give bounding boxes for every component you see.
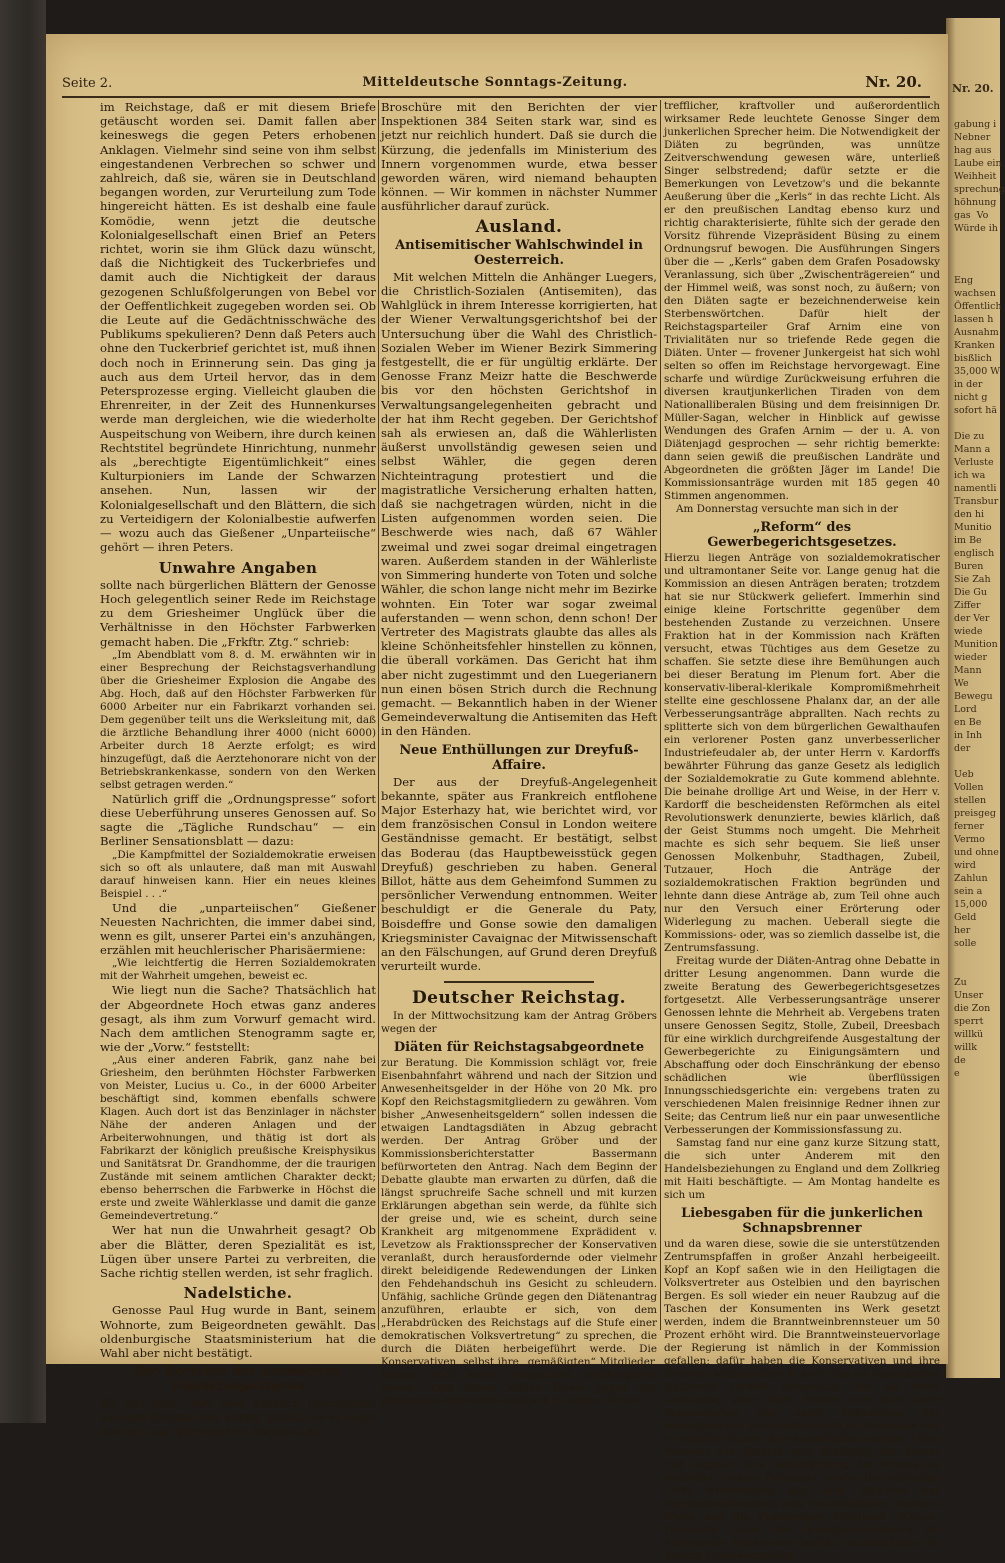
issue-number: Nr. 20. — [865, 73, 922, 91]
column-divider — [378, 100, 379, 1330]
article-text: Am Donnerstag versuchte man sich in der — [676, 503, 899, 515]
article-text: Broschüre mit den Berichten der vier Inspektionen 384 Seiten stark war, sind es jetzt nur reichlich hundert. Daß sie durch die Kürzung, die jedenfalls im Ministerium des Innern vorgenommen wurde, etwa besser geworden wären, wird niemand behaupten können. — Wir kommen in nächster Nummer ausführlicher darauf zurück. — [381, 100, 657, 214]
column-divider — [660, 100, 661, 1330]
article-text: Hierzu liegen Anträge von sozialdemokratischer und ultramontaner Seite vor. Lange genug hat die Kommission an diesen Anträgen beraten; trotzdem hat sie nur Stückwerk geliefert. Immerhin sind einige kleine Fortschritte gegenüber dem bestehenden Zustande zu verzeichnen. Unsere Fraktion hat in der Kommission nach Kräften versucht, etwas Tüchtiges aus dem Gesetze zu schaffen. Sie setzte diese ihre Bemühungen auch bei dieser Beratung im Plenum fort. Aber die konservativ-liberal-klerikale Kompromißmehrheit stellte eine geschlossene Phalanx dar, an der alle Verbesserungsanträge abprallten. Nach rechts zu splitterte sich von dem bürgerlichen Gewalthaufen ein verlorener Posten ganz unverbesserlicher Industriefeudaler ab, der unter Herrn v. Kardorffs bewährter Führung das ganze Gesetz als lediglich der Sozialdemokratie zu Gute kommend ablehnte. Die beinahe drollige Art und Weise, in der Herr v. Kardorff die bescheidensten Reförmchen als eitel Revolutionswerk denunzierte, bewies klärlich, daß der Geist Stumms noch umgeht. Die Mehrheit machte es sich sehr bequem. Sie ließ unser Genossen Molkenbuhr, Stadthagen, Zubeil, Tutzauer, Hoch die Anträge der sozialdemokratischen Fraktion begründen und lehnte dann diese Anträge ab, zum Teil ohne auch nur den Versuch einer Erörterung oder Widerlegung zu machen. Ueberall siegte die Kommissions- oder, was so ziemlich dasselbe ist, die Zentrumsfassung. — [664, 552, 940, 954]
section-heading: Deutscher Reichstag. — [411, 988, 627, 1009]
article-text: zur Beratung. Die Kommission schlägt vor, freie Eisenbahnfahrt während und nach der Sitzion und Anwesenheitsgelder in der Höhe von 20 Mk. pro Kopf den Reichstagsmitgliedern zu gewähren. Vom bisher „Anwesenheitsgeldern“ sollen indessen die etwaigen Landtagsdiäten in Abzug gebracht werden. Der Antrag Gröber und der Kommissionsberichterstatter Bassermann befürworteten den Antrag. Nach dem Beginn der Debatte glaubte man erwarten zu dürfen, daß die längst spruchreife Sache schnell und mit kurzen Erklärungen abgethan sein werde, da fühlte sich der greise und, wie es scheint, durch seine Krankheit arg mitgenommene Exprädident v. Levetzow als Fraktionssprecher der Konservativen veranlaßt, durch herausfordernde oder vielmehr direkt beleidigende Redewendungen der Linken den Fehdehandschuh ins Gesicht zu schleudern. Unfähig, sachliche Gründe gegen den Diätenantrag anzuführen, erlaubte er sich, von dem „Herabdrücken des Reichstags auf die Stufe einer demokratischen Volksvertretung“ zu sprechen, die durch die Diäten herbeigeführt werde. Die Konservativen, selbst ihre „gemäßigten“ Mitglieder, können doch keine Gelegenheit vorübergehen lassen, ohne ihrem wilden Hasse gegen das allgemeine Wahlrecht Ausdruck zu geben! In vor- — [381, 1056, 657, 1407]
article-text: im Reichstage, daß er mit diesem Briefe getäuscht worden sei. Damit fallen aber keineswegs die gegen Peters erhobenen Anklagen. Vielmehr sind seine von ihm selbst eingestandenen Verbrechen so schwer und zahlreich, daß sie, wären sie in Deutschland begangen worden, zur Verurteilung zum Tode hingereicht hätten. Es ist deshalb eine faule Komödie, wenn jetzt die deutsche Kolonialgesellschaft einen Brief an Peters richtet, worin sie ihm Glück dazu wünscht, daß die Nichtigkeit des Tuckerbriefes und damit auch die Nichtigkeit der daraus gezogenen Schlußfolgerungen von Bebel vor der Oeffentlichkeit zugegeben worden sei. Ob die Leute auf die Gedächtnisschwäche des Publikums spekulieren? Denn daß Peters auch ohne den Tuckerbrief gerichtet ist, muß ihnen doch noch in Erinnerung sein. Das ging ja auch aus dem Urteil hervor, das in dem Petersprozesse erging. Vielleicht glauben die Ehrenreiter, in der Zeit des Hunnenkurses werde man dergleichen, wie die wiederholte Auspeitschung von Weibern, ihre durch keinen Rechtstitel begründete Hinrichtung, nunmehr als „berechtigte Eigentümlichkeit“ eines Kulturpioniers im Lande der Schwarzen ansehen. Nun, lassen wir der Kolonialgesellschaft und den Blättern, die sich zu Verteidigern der Kolonialbestie aufwerfen — wozu auch das Gießener „Unparteiische“ gehört — ihren Peters. — [100, 100, 377, 555]
column-3 — [664, 100, 940, 1562]
article-text: Samstag fand nur eine ganz kurze Sitzung statt, die sich unter Anderem mit den Handelsbeziehungen zu England und dem Zollkrieg mit Haiti beschäftigte. — Am Montag handelte es sich um — [664, 1137, 940, 1201]
binding-board — [0, 0, 46, 1423]
article-text: und da waren diese, sowie die sie unterstützenden Zentrumspfaffen in großer Anzahl herbeigeeilt. Kopf an Kopf saßen wie in den Heiligtagen die Volksvertreter aus Ostelbien und den bayrischen Bergen. Es soll wieder ein neuer Raubzug auf die Taschen der Konsumenten ins Werk gesetzt werden, indem die Branntweinbrennsteuer um 50 Prozent erhöht wird. Die Branntweinsteuervorlage der Regierung ist nämlich in der Kommission gefallen; dafür haben die Konservativen und ihre diversen Mitmanscher in aller Eile ein sogenanntes Notgesetz zurecht gemanscht, das sie unter Aufbietung aller ihrer Kräfte: wie aller ihrer Mannschaften und unter Mißachtung der Beschlüsse des Seniorenkonvents in Windeseile und in zwölfter Stunde durchzupeitschen suchen. Ohne Weiteres soll deshalb eine Erhöhung der Steuer und zugleich eine Beschränkung der Produktion eintreten. Unsere Genossen, sowie die freisinnige Linke widersetzten sich dem Vorgehen der Spiritusinteressenten aufs Entschiedenste. Genosse Wurm und die Freisinnigen Fischbeck, Richter, Pachnicke rissen den Branntwein-Erhitern die hygienische Maske vom Gesicht und enthüllten die brutale Interessenpolitik — [664, 1238, 940, 1562]
article-heading: „Reform“ des Gewerbegerichtsgesetzes. — [707, 520, 897, 550]
section-heading: Die Berichte der hessischen Fabrikinspektoren — [135, 1364, 341, 1395]
article-heading: Liebesgaben für die junkerlichen Schnapsbrenner — [681, 1206, 923, 1236]
header-rule — [62, 96, 930, 98]
article-heading: Neue Enthüllungen zur Dreyfuß-Affaire. — [399, 742, 639, 773]
next-page-number: Nr. 20. — [952, 82, 994, 95]
column-2 — [381, 100, 657, 1407]
newspaper-title: Mitteldeutsche Sonntags-Zeitung. — [362, 75, 628, 90]
quotation: „Wie leichtfertig die Herren Sozialdemokraten mit der Wahrheit umgehen, beweist ec. — [100, 957, 376, 983]
article-text: Natürlich griff die „Ordnungspresse“ sofort diese Ueberführung unseres Genossen auf. So sagte die „Tägliche Rundschau“ — ein Berliner Sensationsblatt — dazu: — [100, 791, 376, 849]
next-page-edge — [946, 18, 1005, 1378]
article-text: Freitag wurde der Diäten-Antrag ohne Debatte in dritter Lesung angenommen. Dann wurde die zweite Beratung des Gewerbegerichtsgesetzes fortgesetzt. Alle Verbesserungsanträge unserer Genossen lehnte die Mehrheit ab. Vergebens traten unsere Genossen Segitz, Stolle, Zubeil, Dreesbach für eine wirklich durchgreifende Ausgestaltung der Gewerbegerichte zu Einigungsämtern und Abschaffung oder doch Einschränkung der ebenso schädlichen wie überflüssigen Innungsschiedsgerichte ein: vergebens traten zu verschiedenen Malen freisinnige Redner ihnen zur Seite; das Centrum ließ nur ein paar unwesentliche Verbesserungen der Kommissionsfassung zu. — [664, 955, 940, 1136]
article-text: Wer hat nun die Unwahrheit gesagt? Ob aber die Blätter, deren Spezialität es ist, Lügen über unsere Partei zu verbreiten, die Sache richtig stellen werden, ist sehr fraglich. — [100, 1223, 376, 1280]
section-heading: Unwahre Angaben — [158, 558, 318, 577]
quotation: „Die Kampfmittel der Sozialdemokratie erweisen sich so oft als unlautere, daß man mit Auswahl darauf hinweisen kann. Hier ein neues kleines Beispiel . . .“ — [100, 848, 376, 900]
article-text: Genosse Paul Hug wurde in Bant, seinem Wohnorte, zum Beigeordneten gewählt. Das oldenburgische Staatsministerium hat die Wahl aber nicht bestätigt. — [100, 1303, 376, 1360]
article-text: sollte nach bürgerlichen Blättern der Genosse Hoch gelegentlich seiner Rede im Reichstage zu dem Griesheimer Unglück über die Verhältnisse in den Höchster Farbwerken gemacht haben. Die „Frkftr. Ztg.“ schrieb: — [100, 577, 376, 649]
article-text: In der Mittwochsitzung kam der Antrag Gröbers wegen der — [381, 1009, 657, 1035]
page-header — [60, 72, 930, 94]
quotation: „Aus einer anderen Fabrik, ganz nahe bei Griesheim, den berühmten Höchster Farbwerken von Meister, Lucius u. Co., in der 6000 Arbeiter beschäftigt sind, kommen ebenfalls schwere Klagen. Auch dort ist das Benzinlager in nächster Nähe der anderen Anlagen und der Arbeiterwohnungen, und thätig ist dort als Fabrikarzt der königlich preußische Kreisphysikus und Sanitätsrat Dr. Grandhomme, der die traurigen Zustände mit seinem amtlichen Charakter deckt; ebenso beherrschen die Farbwerke in Höchst die erste und zweite Wählerklasse und damit die ganze Gemeindevertretung.“ — [100, 1054, 376, 1223]
section-divider — [444, 981, 594, 983]
section-heading: Nadelstiche. — [183, 1284, 293, 1303]
article-heading: Antisemitischer Wahlschwindel in Oesterreich. — [395, 237, 643, 268]
page-number: Seite 2. — [62, 76, 113, 91]
article-text: Wie liegt nun die Sache? Thatsächlich hat der Abgeordnete Hoch etwas ganz anderes gesagt, als ihm zum Vorwurf gemacht wird. Nach dem amtlichen Stenogramm sagte er, wie der „Vorw.“ feststellt: — [100, 983, 376, 1055]
article-text: für das Jahr 1900 sind kürzlich erschienen. Sie sind diesmal viel kürzer gefaßt als es sonst der Fall war. Während im Vorjahre die — [100, 1396, 376, 1439]
article-text: Mit welchen Mitteln die Anhänger Luegers, die Christlich-Sozialen (Antisemiten), das Wahlglück in ihrem Interesse korrigierten, hat der Wiener Verwaltungsgerichtshof bei der Untersuchung über die Wahl des Christlich-Sozialen Weber im Wiener Bezirk Simmering festgestellt, die er für ungültig erklärte. Der Genosse Franz Meizr hatte die Beschwerde bis vor den höchsten Gerichtshof in Verwaltungsangelegenheiten gebracht und der hat ihm Recht gegeben. Der Gerichtshof sah als erwiesen an, daß die Wählerlisten äußerst unvollständig gewesen seien und selbst Wähler, die gegen deren Nichteintragung protestiert und die magistratliche Versicherung erhalten hatten, daß sie nachgetragen würden, nicht in die Listen aufgenommen worden seien. Die Beschwerde wies nach, daß 67 Wähler zweimal und zwei sogar dreimal eingetragen waren. Außerdem standen in der Wählerliste von Simmering hunderte von Toten und solche Wähler, die schon lange nicht mehr im Bezirke wohnten. Ein Toter war sogar zweimal auferstanden — wenn schon, denn schon! Der Vertreter des Magistrats glaubte das alles als kleine Schönheitsfehler hinstellen zu können, die überall vorkämen. Das Gericht hat ihm aber nicht zugestimmt und den Luegerianern nun einen bösen Strich durch die Rechnung gemacht. — Bekanntlich haben in der Wiener Gemeindeverwaltung die Antisemiten das Heft in den Händen. — [381, 269, 657, 739]
quotation: „Im Abendblatt vom 8. d. M. erwähnten wir in einer Besprechung der Reichstagsverhandlung über die Griesheimer Explosion die Angabe des Abg. Hoch, daß auf den Höchster Farbwerken für 6000 Arbeiter nur ein Fabrikarzt vorhanden sei. Dem gegenüber teilt uns die Werksleitung mit, daß die ärztliche Behandlung ihrer 4000 (nicht 6000) Arbeiter durch 18 Aerzte erfolgt; es wird hinzugefügt, daß die Aerztehonorare nicht von der Betriebskrankenkasse, sondern von den Werken selbst getragen werden.“ — [100, 648, 376, 791]
article-text: trefflicher, kraftvoller und außerordentlich wirksamer Rede leuchtete Genosse Singer dem junkerlichen Sprecher heim. Die Notwendigkeit der Diäten zu begründen, was unnütze Zeitverschwendung gewesen wäre, unterließ Singer selbstredend; dafür setzte er die Bemerkungen von Levetzow's und die bekannte Aeußerung über die „Kerls“ in das rechte Licht. Als er den preußischen Landtag ebenso kurz und richtig charakterisierte, fühlte sich der gerade den Vorsitz führende Vizepräsident Büsing zu einem Ordnungsruf bewogen. Die Ausführungen Singers über die — „Kerls“ gaben dem Grafen Posadowsky Veranlassung, sich über „Zwischenträgereien“ und der Himmel weiß, was sonst noch, zu äußern; von den Diäten sagte er bezeichnenderweise kein Sterbenswörtchen. Dafür hielt der Reichstagsparteiler Graf Arnim eine von Trivialitäten nur so triefende Rede gegen die Diäten. Unter — frovener Junkergeist hat sich wohl selten so offen im Reichstage hervorgewagt. Eine scharfe und würdige Zurückweisung erfuhren die diversen krautjunkerlichen Tiraden von dem Nationalliberalen Büsing und dem freisinnigen Dr. Müller-Sagan, welcher in Hinblick auf gewisse Wendungen des Grafen Arnim — der u. A. von Diätenjagd gesprochen — sehr richtig bemerkte: dann seien gewiß die preußischen Landräte und Abgeordneten die größten Jäger im Lande! Die Kommissionsanträge wurden mit 185 gegen 40 Stimmen angenommen. — [664, 100, 940, 502]
article-text: Und die „unparteiischen“ Gießener Neuesten Nachrichten, die immer dabei sind, wenn es gilt, unserer Partei ein's anzuhängen, erzählen mit heuchlerischer Pharisäermiene: — [100, 900, 376, 958]
next-page-text: gabung i Nebner hag aus Laube ein. Weihheit sprechung höhnung gas Vo Würde ih Eng wachsen Öffentlich lassen h Ausnahm Kranken bisßlich 35,000 W in der nicht g sofort hä Die zu Mann a Verluste ich wa namentli Transbur den hi Munitio im Be englisch Buren Sie Zah Die Gu Ziffer der Ver wiede Munition wieder Mann We Bewegu Lord en Be in Inh der Ueb Vollen stellen preisgeg ferner Vermo und ohne wird Zahlun sein a 15,000 Geld her solle Zu Unser die Zon sperrt willkü willk de e — [954, 119, 1005, 1079]
article-heading: Diäten für Reichstagsabgeordnete — [393, 1039, 645, 1055]
column-1 — [100, 100, 377, 1439]
article-text: Der aus der Dreyfuß-Angelegenheit bekannte, später aus Frankreich entflohene Major Esterhazy hat, wie berichtet wird, vor dem französischen Consul in London weitere Geständnisse gemacht. Er bestätigt, selbst das Boderau (das Hauptbeweisstück gegen Dreyfuß) geschrieben zu haben. General Billot, hätte aus dem Geheimfond Summen zu persönlicher Verwendung entnommen. Weiter beschuldigt er die Generale du Paty, Boisdeffre und Gonse sowie den damaligen Kriegsminister Cavaignac der Mitwissenschaft an den Fälschungen, auf Grund deren Dreyfuß verurteilt wurde. — [381, 774, 657, 974]
section-heading: Ausland. — [475, 216, 563, 237]
